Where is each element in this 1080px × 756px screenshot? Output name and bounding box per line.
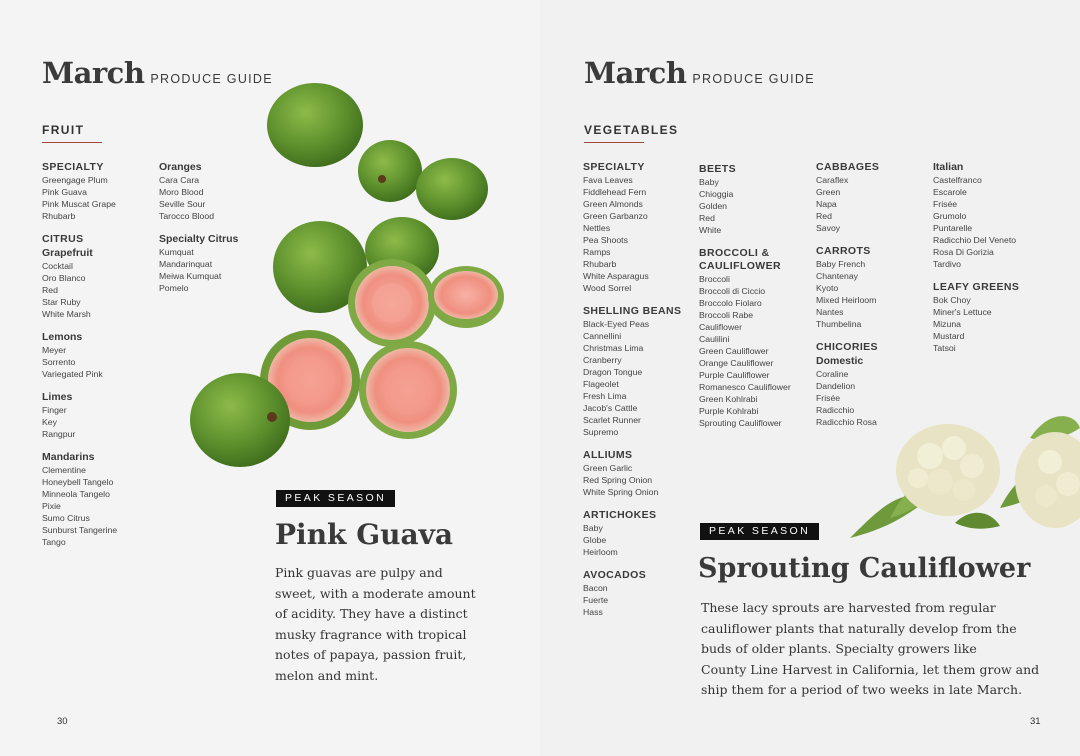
produce-item: Rosa Di Gorizia [933, 247, 994, 257]
produce-item: Puntarelle [933, 223, 973, 233]
produce-item: White Asparagus [583, 271, 649, 281]
produce-item: Coraline [816, 369, 849, 379]
produce-group [42, 391, 160, 440]
produce-item: Star Ruby [42, 297, 81, 307]
produce-item: Pink Muscat Grape [42, 199, 116, 209]
produce-item: Variegated Pink [42, 369, 103, 379]
produce-group [42, 233, 160, 320]
produce-item: Mixed Heirloom [816, 295, 877, 305]
produce-item: Black-Eyed Peas [583, 319, 650, 329]
produce-item: Broccolo Fiolaro [699, 298, 762, 308]
cauliflower-head-2 [1015, 432, 1080, 528]
produce-item: White Spring Onion [583, 487, 659, 497]
produce-item: Heirloom [583, 547, 618, 557]
description-line: of acidity. They have a distinct [275, 606, 468, 622]
produce-item: Frisée [933, 199, 958, 209]
produce-item: Castelfranco [933, 175, 982, 185]
group-heading: ALLIUMS [583, 449, 633, 461]
produce-item: Green Garlic [583, 463, 633, 473]
produce-item: Key [42, 417, 57, 427]
group-heading: Italian [933, 161, 964, 173]
produce-item: Cocktail [42, 261, 73, 271]
produce-item: Tardivo [933, 259, 962, 269]
produce-item: Caraflex [816, 175, 849, 185]
whole-guava-small-1 [358, 140, 422, 202]
produce-item: Kumquat [159, 247, 194, 257]
produce-item: Clementine [42, 465, 86, 475]
produce-item: Greengage Plum [42, 175, 108, 185]
produce-item: Green Kohlrabi [699, 394, 758, 404]
produce-item: Dragon Tongue [583, 367, 643, 377]
produce-group [699, 163, 817, 236]
description-line: musky fragrance with tropical [275, 626, 467, 642]
produce-item: Baby [699, 177, 719, 187]
produce-item: Caulilini [699, 334, 730, 344]
produce-item: Oro Blanco [42, 273, 86, 283]
group-heading: BEETS [699, 163, 737, 175]
description-line: melon and mint. [275, 667, 379, 683]
produce-item: Purple Kohlrabi [699, 406, 759, 416]
produce-item: Globe [583, 535, 607, 545]
produce-item: Savoy [816, 223, 841, 233]
feature-description [701, 598, 1061, 701]
produce-item: Orange Cauliflower [699, 358, 774, 368]
produce-item: Broccoli di Ciccio [699, 286, 766, 296]
page-number: 30 [57, 716, 68, 727]
produce-item: Green Garbanzo [583, 211, 648, 221]
group-heading: Lemons [42, 331, 83, 343]
produce-item: Baby French [816, 259, 866, 269]
produce-item: Jacob's Cattle [583, 403, 638, 413]
description-line: buds of older plants. Specialty growers like [701, 641, 977, 657]
produce-item: Nantes [816, 307, 844, 317]
produce-item: Thumbelina [816, 319, 862, 329]
peak-season-badge: PEAK SEASON [276, 490, 395, 507]
produce-group [699, 247, 817, 429]
produce-item: Miner's Lettuce [933, 307, 992, 317]
section-heading-fruit: FRUIT [42, 123, 85, 137]
produce-item: Rhubarb [583, 259, 617, 269]
produce-item: Pink Guava [42, 187, 87, 197]
produce-item: Baby [583, 523, 603, 533]
produce-item: Radicchio Rosa [816, 417, 877, 427]
produce-item: Cara Cara [159, 175, 200, 185]
group-heading: AVOCADOS [583, 569, 647, 581]
guava-illustration [160, 75, 520, 475]
produce-item: Rangpur [42, 429, 76, 439]
whole-guava-bottom [190, 373, 290, 467]
fruit-column-1 [42, 161, 160, 559]
produce-item: White [699, 225, 722, 235]
produce-item: Fava Leaves [583, 175, 633, 185]
produce-group [583, 509, 701, 558]
produce-item: Escarole [933, 187, 967, 197]
produce-item: Purple Cauliflower [699, 370, 770, 380]
produce-item: Scarlet Runner [583, 415, 641, 425]
produce-item: Mizuna [933, 319, 962, 329]
section-rule [584, 142, 644, 143]
group-heading: LEAFY GREENS [933, 281, 1020, 293]
description-line: cauliflower plants that naturally develop from the [701, 620, 1017, 636]
produce-item: Sorrento [42, 357, 76, 367]
produce-item: Cauliflower [699, 322, 742, 332]
produce-group [583, 305, 701, 438]
produce-item: Finger [42, 405, 67, 415]
produce-group [583, 161, 701, 294]
feature-title: Pink Guava [275, 518, 454, 551]
produce-group [583, 449, 701, 498]
produce-item: Sprouting Cauliflower [699, 418, 782, 428]
produce-item: Golden [699, 201, 728, 211]
group-subheading: Grapefruit [42, 247, 93, 259]
produce-item: Broccoli Rabe [699, 310, 754, 320]
produce-item: Green Almonds [583, 199, 643, 209]
description-line: These lacy sprouts are harvested from regular [701, 600, 996, 615]
produce-item: Radicchio [816, 405, 855, 415]
produce-item: Radicchio Del Veneto [933, 235, 1017, 245]
vegetable-column-2 [699, 163, 817, 440]
group-heading: CARROTS [816, 245, 871, 257]
produce-item: Red [816, 211, 832, 221]
produce-group [42, 451, 160, 548]
feature-description [275, 563, 515, 687]
produce-item: Tarocco Blood [159, 211, 215, 221]
produce-item: Christmas Lima [583, 343, 644, 353]
produce-item: Sumo Citrus [42, 513, 90, 523]
produce-item: Meiwa Kumquat [159, 271, 222, 281]
produce-group [583, 569, 701, 618]
produce-item: Nettles [583, 223, 611, 233]
produce-item: Meyer [42, 345, 67, 355]
month-label: March [584, 56, 687, 90]
produce-item: Seville Sour [159, 199, 206, 209]
page-title [584, 56, 815, 90]
subtitle-label: PRODUCE GUIDE [692, 72, 815, 86]
produce-item: Broccoli [699, 274, 730, 284]
description-line: County Line Harvest in California, let them grow and [701, 661, 1040, 677]
produce-group [816, 161, 934, 234]
produce-item: Bok Choy [933, 295, 971, 305]
feature-title: Sprouting Cauliflower [698, 553, 1031, 584]
group-subheading: Domestic [816, 355, 864, 367]
group-heading: SPECIALTY [42, 161, 104, 173]
produce-item: Tatsoi [933, 343, 956, 353]
produce-item: Tango [42, 537, 66, 547]
produce-item: Chantenay [816, 271, 859, 281]
group-heading: Specialty Citrus [159, 233, 239, 245]
produce-item: Pea Shoots [583, 235, 628, 245]
group-heading: Mandarins [42, 451, 95, 463]
produce-group [816, 245, 934, 330]
vegetable-column-4 [933, 161, 1051, 365]
description-line: Pink guavas are pulpy and [275, 565, 443, 580]
group-heading: CHICORIES [816, 341, 878, 353]
halved-guava-4 [359, 341, 457, 439]
produce-item: Fuerte [583, 595, 609, 605]
group-heading-line-2: CAULIFLOWER [699, 260, 781, 272]
produce-item: Ramps [583, 247, 611, 257]
produce-item: Cranberry [583, 355, 622, 365]
produce-item: Minneola Tangelo [42, 489, 110, 499]
produce-item: Honeybell Tangelo [42, 477, 114, 487]
produce-item: Pomelo [159, 283, 189, 293]
halved-guava-2 [428, 266, 504, 328]
description-line: sweet, with a moderate amount [275, 585, 476, 601]
produce-item: Mandarinquat [159, 259, 213, 269]
cauliflower-illustration [850, 398, 1080, 544]
section-heading-vegetables: VEGETABLES [584, 123, 679, 137]
produce-group [42, 161, 160, 222]
produce-item: Kyoto [816, 283, 839, 293]
group-heading: BROCCOLI & [699, 247, 770, 259]
produce-item: Rhubarb [42, 211, 76, 221]
group-heading: Limes [42, 391, 73, 403]
month-label: March [42, 56, 145, 90]
group-heading: Oranges [159, 161, 202, 173]
whole-guava-top [267, 83, 363, 167]
produce-item: Moro Blood [159, 187, 204, 197]
produce-item: Cannellini [583, 331, 622, 341]
produce-item: Mustard [933, 331, 965, 341]
description-line: ship them for a period of two weeks in late March. [701, 682, 1023, 698]
produce-item: Grumolo [933, 211, 967, 221]
produce-item: Romanesco Cauliflower [699, 382, 791, 392]
right-page [540, 0, 1080, 756]
produce-item: Bacon [583, 583, 608, 593]
produce-item: Red [42, 285, 58, 295]
produce-item: Green Cauliflower [699, 346, 769, 356]
peak-season-badge: PEAK SEASON [700, 523, 819, 540]
produce-group [933, 161, 1051, 270]
group-heading: SPECIALTY [583, 161, 645, 173]
produce-item: Chioggia [699, 189, 734, 199]
subtitle-label: PRODUCE GUIDE [150, 72, 273, 86]
produce-item: Wood Sorrel [583, 283, 632, 293]
cauliflower-head-1 [896, 424, 1000, 516]
produce-item: Fresh Lima [583, 391, 627, 401]
produce-group [42, 331, 160, 380]
produce-item: Fiddlehead Fern [583, 187, 647, 197]
produce-item: Sunburst Tangerine [42, 525, 118, 535]
group-heading: ARTICHOKES [583, 509, 657, 521]
vegetable-column-1 [583, 161, 701, 629]
produce-item: White Marsh [42, 309, 91, 319]
produce-item: Frisée [816, 393, 841, 403]
produce-item: Flageolet [583, 379, 619, 389]
group-heading: SHELLING BEANS [583, 305, 682, 317]
whole-guava-small-2 [416, 158, 488, 220]
produce-item: Dandelion [816, 381, 856, 391]
produce-item: Napa [816, 199, 837, 209]
produce-group [933, 281, 1051, 354]
group-heading: CABBAGES [816, 161, 880, 173]
produce-item: Red [699, 213, 715, 223]
produce-item: Pixie [42, 501, 61, 511]
section-rule [42, 142, 102, 143]
description-line: notes of papaya, passion fruit, [275, 647, 467, 663]
produce-item: Supremo [583, 427, 619, 437]
halved-guava-1 [348, 259, 436, 347]
produce-item: Green [816, 187, 841, 197]
produce-item: Hass [583, 607, 603, 617]
produce-item: Red Spring Onion [583, 475, 653, 485]
page-number: 31 [1030, 716, 1041, 727]
group-heading: CITRUS [42, 233, 84, 245]
